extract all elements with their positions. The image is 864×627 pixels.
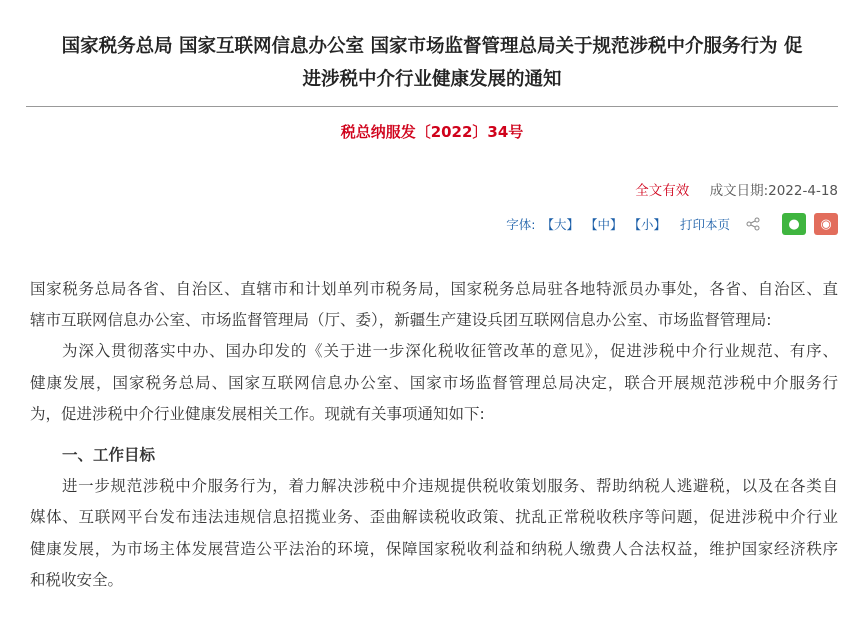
text-line: 健康发展，国家税务总局、国家互联网信息办公室、国家市场监督管理总局决定，联合开展规范涉税中介服务行 [30, 373, 838, 392]
text-line: 进一步规范涉税中介服务行为，着力解决涉税中介违规提供税收策划服务、帮助纳税人逃避税，以及在各类自 [62, 477, 838, 496]
share-icon[interactable] [746, 217, 760, 231]
status-bar [635, 179, 838, 199]
validity-status: 全文有效 [635, 183, 690, 199]
font-small-button[interactable]: 【小】 [628, 217, 666, 232]
text-line: 国家税务总局各省、自治区、直辖市和计划单列市税务局，国家税务总局驻各地特派员办事处，各省、自治区、直 [30, 280, 838, 298]
title-line: 国家税务总局 国家互联网信息办公室 国家市场监督管理总局关于规范涉税中介服务行为 促 [61, 36, 803, 57]
issue-date: 成文日期:2022-4-18 [709, 183, 838, 199]
font-size-label: 字体: [506, 217, 536, 232]
font-large-button[interactable]: 【大】 [541, 217, 579, 232]
page-title [26, 30, 838, 96]
title-line: 进涉税中介行业健康发展的通知 [302, 69, 562, 90]
section-heading: 一、工作目标 [62, 446, 156, 465]
toolbar [506, 213, 838, 235]
text-line: 为，促进涉税中介行业健康发展相关工作。现就有关事项通知如下: [30, 404, 485, 423]
wechat-icon[interactable]: ● [782, 213, 806, 235]
text-line: 和税收安全。 [30, 570, 124, 589]
text-line: 为深入贯彻落实中办、国办印发的《关于进一步深化税收征管改革的意见》，促进涉税中介行业规范、有序、 [62, 342, 838, 361]
print-button[interactable]: 打印本页 [679, 217, 730, 232]
divider [26, 106, 838, 107]
document-body [30, 274, 838, 596]
weibo-icon[interactable]: ◉ [814, 213, 838, 235]
font-medium-button[interactable]: 【中】 [584, 217, 623, 232]
text-line: 媒体、互联网平台发布违法违规信息招揽业务、歪曲解读税收政策、扰乱正常税收秩序等问题，促进涉税中介行业 [30, 508, 838, 527]
text-line: 辖市互联网信息办公室、市场监督管理局（厅、委），新疆生产建设兵团互联网信息办公室、市场监督管理局: [30, 311, 772, 330]
text-line: 健康发展，为市场主体发展营造公平法治的环境，保障国家税收利益和纳税人缴费人合法权益，维护国家经济秩序 [30, 539, 838, 558]
document-number: 税总纳服发〔2022〕34号 [340, 123, 524, 141]
